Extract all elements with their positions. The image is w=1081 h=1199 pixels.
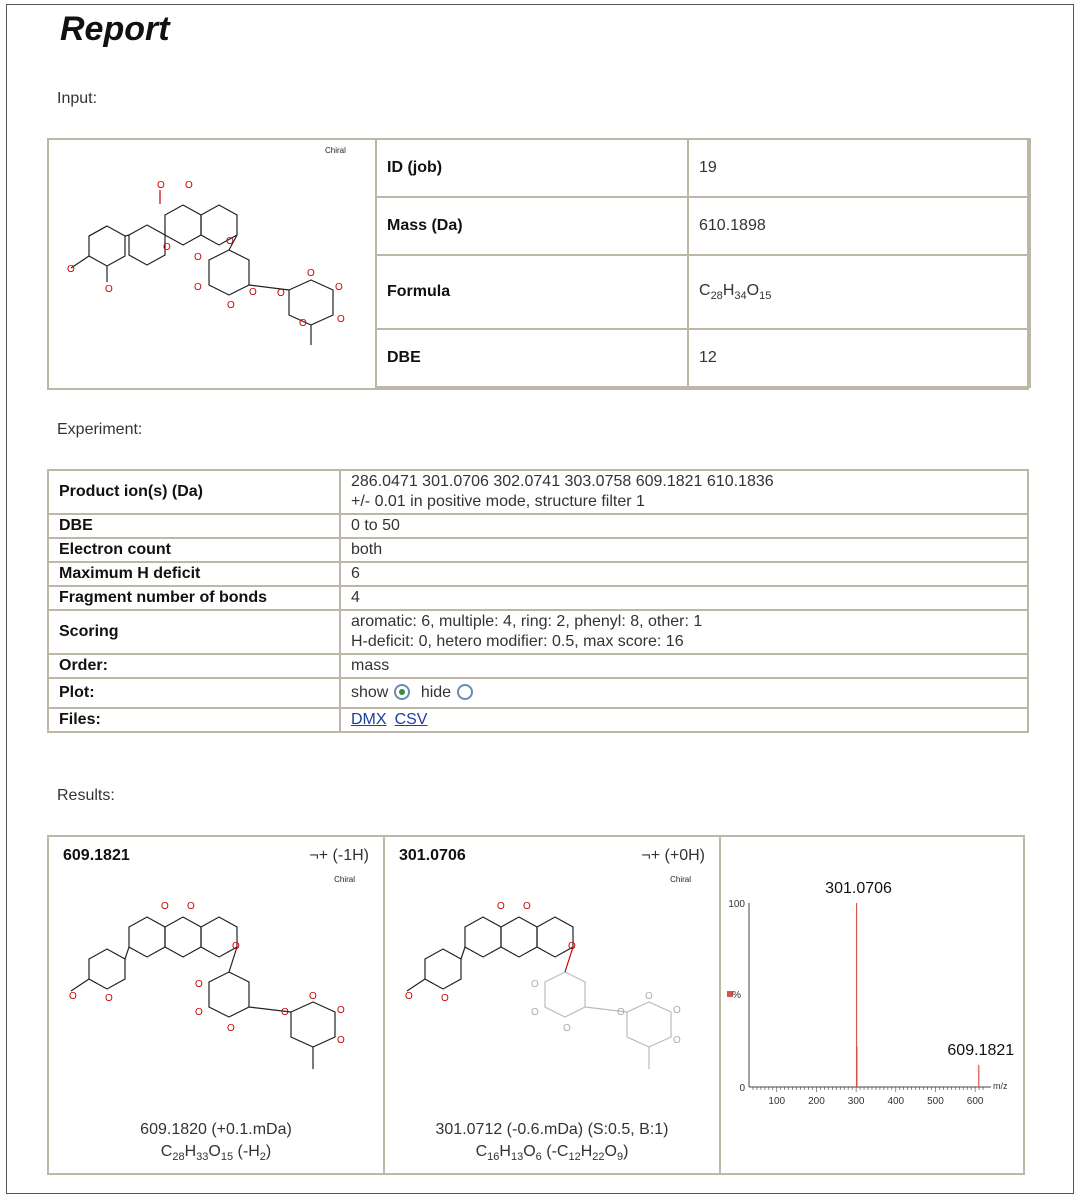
exp-row bbox=[48, 708, 1028, 732]
svg-text:O: O bbox=[194, 252, 202, 263]
svg-text:O: O bbox=[673, 1035, 681, 1046]
svg-text:O: O bbox=[249, 287, 257, 298]
molecule-structure-icon bbox=[49, 140, 375, 388]
formula-value: $C_{28}H_{34}O_{15}$ bbox=[688, 255, 1030, 329]
order-value: mass bbox=[340, 654, 1028, 678]
input-key: Formula bbox=[376, 255, 688, 329]
y-max-label: 100 bbox=[728, 899, 745, 910]
fragment-structure-icon bbox=[69, 897, 369, 1107]
svg-text:O: O bbox=[185, 180, 193, 191]
x-tick-label: 200 bbox=[808, 1096, 825, 1107]
svg-text:O: O bbox=[157, 180, 165, 191]
plot-hide-radio[interactable] bbox=[457, 684, 473, 700]
chiral-label: Chiral bbox=[325, 146, 346, 155]
exp-key: Order: bbox=[48, 654, 340, 678]
csv-link[interactable]: CSV bbox=[394, 711, 428, 728]
x-tick-label: 600 bbox=[966, 1096, 984, 1107]
chiral-label: Chiral bbox=[670, 875, 691, 884]
svg-text:O: O bbox=[195, 1007, 203, 1018]
exp-row bbox=[48, 514, 1028, 538]
svg-text:O: O bbox=[232, 941, 240, 952]
exp-key: DBE bbox=[48, 514, 340, 538]
exp-row bbox=[48, 610, 1028, 654]
svg-text:O: O bbox=[531, 1007, 539, 1018]
input-panel bbox=[47, 138, 1029, 390]
result-charge: ¬+ (+0H) bbox=[641, 847, 705, 864]
exp-row bbox=[48, 586, 1028, 610]
svg-text:O: O bbox=[337, 1035, 345, 1046]
svg-text:O: O bbox=[69, 991, 77, 1002]
results-label: Results: bbox=[57, 787, 115, 804]
svg-text:O: O bbox=[299, 318, 307, 329]
svg-text:O: O bbox=[337, 1005, 345, 1016]
input-key: DBE bbox=[376, 329, 688, 387]
input-key: Mass (Da) bbox=[376, 197, 688, 255]
calc-mass: 609.1820 (+0.1.mDa) bbox=[140, 1121, 292, 1138]
svg-text:O: O bbox=[405, 991, 413, 1002]
experiment-label: Experiment: bbox=[57, 421, 143, 438]
plot-show-radio[interactable] bbox=[394, 684, 410, 700]
exp-row bbox=[48, 562, 1028, 586]
svg-text:O: O bbox=[563, 1023, 571, 1034]
svg-text:O: O bbox=[673, 1005, 681, 1016]
calc-mass: 301.0712 (-0.6.mDa) (S:0.5, B:1) bbox=[435, 1121, 669, 1138]
result-mass: 609.1821 bbox=[63, 847, 130, 864]
svg-text:O: O bbox=[568, 941, 576, 952]
svg-text:O: O bbox=[307, 268, 315, 279]
x-tick-label: 300 bbox=[847, 1096, 865, 1107]
input-row bbox=[376, 255, 1030, 329]
input-row bbox=[376, 197, 1030, 255]
x-unit-label: m/z bbox=[993, 1081, 1008, 1091]
y-axis-label: % bbox=[732, 990, 741, 1001]
exp-row bbox=[48, 470, 1028, 514]
x-tick-label: 100 bbox=[768, 1096, 786, 1107]
x-tick-label: 500 bbox=[927, 1096, 944, 1107]
svg-text:O: O bbox=[441, 993, 449, 1004]
dbe-value: 12 bbox=[688, 329, 1030, 387]
svg-text:O: O bbox=[617, 1007, 625, 1018]
spectrum-panel bbox=[719, 835, 1025, 1175]
svg-text:O: O bbox=[281, 1007, 289, 1018]
input-row bbox=[376, 329, 1030, 387]
svg-text:O: O bbox=[105, 284, 113, 295]
job-id-value: 19 bbox=[688, 139, 1030, 197]
peak-label: 301.0706 bbox=[825, 880, 892, 897]
input-label: Input: bbox=[57, 90, 98, 107]
svg-text:O: O bbox=[195, 979, 203, 990]
peak-label: 609.1821 bbox=[947, 1041, 1015, 1059]
exp-row bbox=[48, 654, 1028, 678]
svg-text:O: O bbox=[531, 979, 539, 990]
exp-key: Scoring bbox=[48, 610, 340, 654]
svg-text:O: O bbox=[227, 1023, 235, 1034]
exp-key: Electron count bbox=[48, 538, 340, 562]
svg-text:O: O bbox=[497, 901, 505, 912]
mass-value: 610.1898 bbox=[688, 197, 1030, 255]
result-panel bbox=[47, 835, 385, 1175]
x-tick-label: 400 bbox=[887, 1096, 905, 1107]
product-ions-value: 286.0471 301.0706 302.0741 303.0758 609.1821 610.1836 +/- 0.01 in positive mode, structure filter 1 bbox=[340, 470, 1028, 514]
result-mass: 301.0706 bbox=[399, 847, 466, 864]
svg-text:O: O bbox=[277, 288, 285, 299]
svg-text:O: O bbox=[523, 901, 531, 912]
svg-text:O: O bbox=[194, 282, 202, 293]
h-deficit-value: 6 bbox=[340, 562, 1028, 586]
input-structure bbox=[49, 140, 375, 388]
plot-show-label: show bbox=[351, 684, 389, 701]
input-row bbox=[376, 139, 1030, 197]
svg-text:O: O bbox=[163, 242, 171, 253]
result-panel bbox=[383, 835, 721, 1175]
svg-text:O: O bbox=[335, 282, 343, 293]
exp-key: Fragment number of bonds bbox=[48, 586, 340, 610]
chiral-label: Chiral bbox=[334, 875, 355, 884]
experiment-table bbox=[47, 469, 1029, 733]
y-min-label: 0 bbox=[739, 1083, 745, 1094]
fragment-structure-icon bbox=[405, 897, 705, 1107]
exp-key: Plot: bbox=[48, 678, 340, 708]
fragment-formula: $C_{28}H_{33}O_{15}$ $(-H_2)$ bbox=[160, 1143, 272, 1163]
exp-row bbox=[48, 538, 1028, 562]
fragment-formula: $C_{16}H_{13}O_6$ $(-C_{12}H_{22}O_9)$ bbox=[475, 1143, 629, 1163]
svg-text:O: O bbox=[67, 264, 75, 275]
exp-key: Maximum H deficit bbox=[48, 562, 340, 586]
report-title: Report bbox=[60, 10, 170, 48]
svg-text:O: O bbox=[187, 901, 195, 912]
mass-spectrum-plot bbox=[721, 837, 1023, 1173]
svg-text:O: O bbox=[227, 300, 235, 311]
svg-text:O: O bbox=[645, 991, 653, 1002]
dmx-link[interactable]: DMX bbox=[351, 711, 387, 728]
svg-text:O: O bbox=[337, 314, 345, 325]
plot-options bbox=[340, 678, 1028, 708]
exp-row bbox=[48, 678, 1028, 708]
plot-hide-label: hide bbox=[420, 684, 452, 701]
svg-text:O: O bbox=[105, 993, 113, 1004]
dbe-range-value: 0 to 50 bbox=[340, 514, 1028, 538]
svg-text:O: O bbox=[161, 901, 169, 912]
files-links bbox=[340, 708, 1028, 732]
result-charge: ¬+ (-1H) bbox=[309, 847, 369, 864]
fragment-bonds-value: 4 bbox=[340, 586, 1028, 610]
electron-count-value: both bbox=[340, 538, 1028, 562]
scoring-value: aromatic: 6, multiple: 4, ring: 2, phenyl: 8, other: 1 H-deficit: 0, hetero modifier: 0.5, max score: 16 bbox=[340, 610, 1028, 654]
svg-text:O: O bbox=[309, 991, 317, 1002]
input-key: ID (job) bbox=[376, 139, 688, 197]
exp-key: Files: bbox=[48, 708, 340, 732]
input-table bbox=[375, 138, 1031, 388]
exp-key: Product ion(s) (Da) bbox=[48, 470, 340, 514]
svg-text:O: O bbox=[226, 236, 234, 247]
